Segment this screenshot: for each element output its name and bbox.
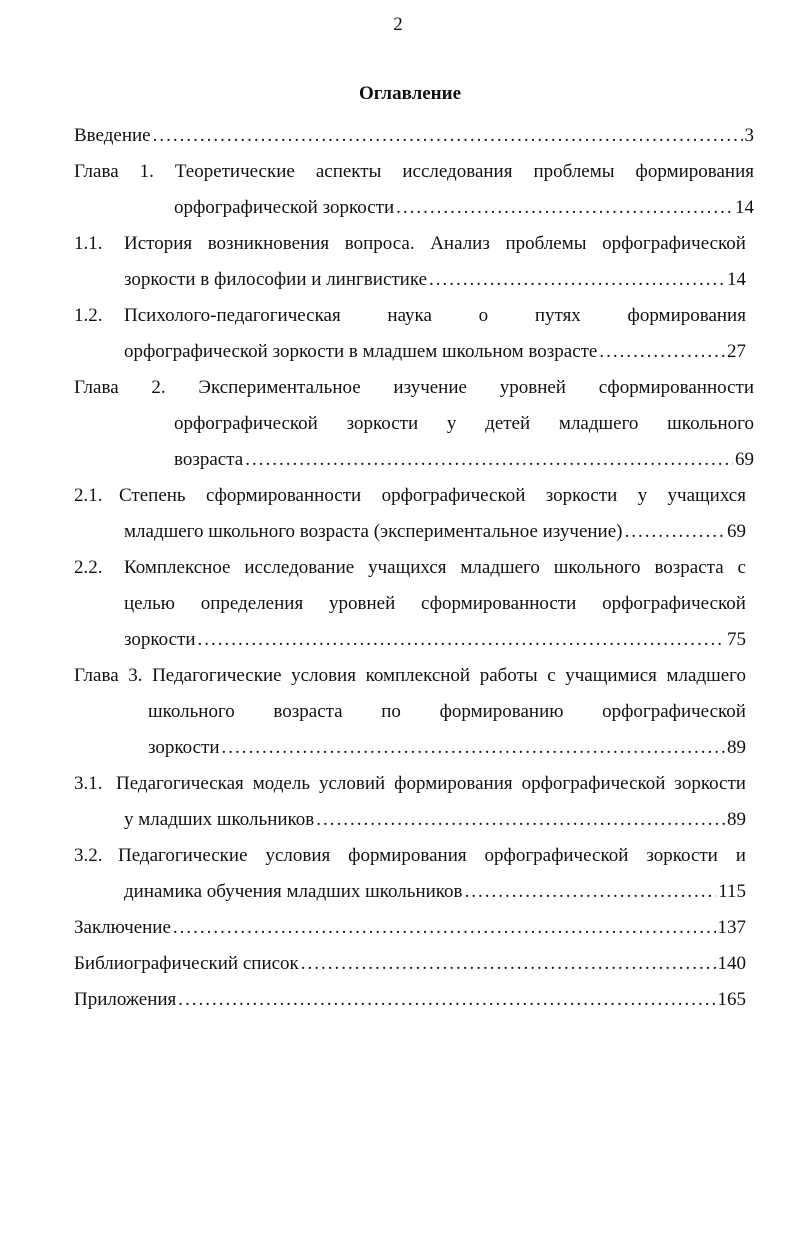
section-number: 3.2. (74, 845, 103, 866)
toc-entry-line (74, 658, 746, 694)
table-of-contents (74, 118, 754, 1018)
toc-entry-chapter-2[interactable] (74, 370, 754, 478)
toc-entry-line (124, 226, 746, 262)
toc-entry-chapter-1[interactable] (74, 154, 754, 226)
dot-leader (198, 622, 725, 658)
word: исследование (244, 557, 355, 578)
toc-page-ref: 69 (735, 449, 754, 470)
word: Психолого-педагогическая (124, 305, 341, 326)
word: с (737, 557, 746, 578)
dot-leader (222, 730, 725, 766)
word: вопроса. (344, 233, 415, 254)
word: зоркости (674, 773, 746, 794)
toc-entry-text: динамика обучения младших школьников (124, 881, 463, 902)
dot-leader (396, 190, 733, 226)
dot-leader (429, 262, 725, 298)
word: условия (291, 665, 356, 686)
word: целью (124, 593, 175, 614)
word: и (735, 845, 746, 866)
toc-title: Оглавление (358, 83, 462, 104)
toc-entry-text: у младших школьников (124, 809, 315, 830)
word: условий (318, 773, 386, 794)
word: Глава (74, 665, 119, 686)
word: орфографической (602, 233, 746, 254)
toc-entry-text: зоркости в философии и лингвистике (124, 269, 428, 290)
section-number: 2.1. (74, 485, 103, 506)
toc-entry-text: орфографической зоркости (174, 197, 395, 218)
word: учащимися (565, 665, 657, 686)
word: уровней (499, 377, 566, 398)
toc-entry-text: Заключение (74, 917, 171, 938)
toc-entry-section-1-2[interactable] (74, 298, 754, 370)
toc-entry-text: младшего школьного возраста (экспериментальное изучение) (124, 521, 623, 542)
word: 1. (139, 161, 154, 182)
toc-entry-line (124, 550, 746, 586)
word: 2. (151, 377, 166, 398)
word: учащихся (368, 557, 447, 578)
dot-leader (599, 334, 725, 370)
word: возраста (654, 557, 724, 578)
toc-page-ref: 137 (717, 917, 746, 938)
toc-entry-section-1-1[interactable] (74, 226, 754, 298)
toc-entry-text: Библиографический список (74, 953, 299, 974)
word: у (446, 413, 457, 434)
dot-leader (173, 910, 716, 946)
word: аспекты (315, 161, 382, 182)
toc-page-ref: 27 (727, 341, 746, 362)
toc-entry-conclusion[interactable] (74, 910, 746, 946)
toc-entry-line (74, 406, 754, 442)
toc-page-ref: 89 (727, 809, 746, 830)
word: орфографической (602, 593, 746, 614)
toc-entry-line (74, 694, 746, 730)
toc-page-ref: 115 (718, 881, 746, 902)
word: модель (252, 773, 310, 794)
word: Степень (119, 485, 186, 506)
dot-leader (153, 118, 743, 154)
word: 3. (128, 665, 143, 686)
section-number: 1.2. (74, 305, 103, 326)
word: формирования (348, 845, 467, 866)
toc-entry-bibliography[interactable] (74, 946, 746, 982)
word: формированию (439, 701, 564, 722)
word: Теоретические (174, 161, 295, 182)
word: младшего (460, 557, 540, 578)
word: орфографической (174, 413, 318, 434)
word: условия (265, 845, 331, 866)
dot-leader (625, 514, 726, 550)
word: школьного (553, 557, 641, 578)
word: наука (387, 305, 432, 326)
dot-leader (245, 442, 733, 478)
toc-page-ref: 3 (744, 125, 754, 146)
dot-leader (301, 946, 716, 982)
word: История (124, 233, 193, 254)
word: проблемы (533, 161, 615, 182)
word: у (637, 485, 648, 506)
toc-entry-line (124, 298, 746, 334)
word: формирования (635, 161, 754, 182)
word: путях (534, 305, 581, 326)
word: орфографической (521, 773, 666, 794)
toc-entry-line (118, 838, 746, 874)
page-number: 2 (393, 14, 403, 35)
word: формирования (627, 305, 746, 326)
word: по (381, 701, 401, 722)
toc-page-ref: 89 (727, 737, 746, 758)
word: зоркости (545, 485, 618, 506)
word: Педагогическая (116, 773, 244, 794)
section-number: 2.2. (74, 557, 103, 578)
word: учащихся (667, 485, 746, 506)
toc-page-ref: 140 (717, 953, 746, 974)
dot-leader (465, 874, 717, 910)
toc-entry-text: зоркости (148, 737, 220, 758)
toc-entry-section-2-1[interactable] (74, 478, 754, 550)
toc-entry-section-3-1[interactable] (74, 766, 754, 838)
word: комплексной (365, 665, 471, 686)
toc-page-ref: 165 (717, 989, 746, 1010)
toc-entry-appendix[interactable] (74, 982, 746, 1018)
word: Глава (74, 161, 119, 182)
word: сформированности (205, 485, 362, 506)
word: Педагогические (152, 665, 282, 686)
toc-entry-chapter-3[interactable] (74, 658, 754, 766)
dot-leader (178, 982, 715, 1018)
word: Педагогические (118, 845, 248, 866)
word: зоркости (346, 413, 419, 434)
word: возникновения (207, 233, 330, 254)
toc-entry-line (74, 154, 754, 190)
section-number: 1.1. (74, 233, 103, 254)
word: работы (479, 665, 538, 686)
word: орфографической (602, 701, 746, 722)
word: возраста (273, 701, 343, 722)
word: детей (485, 413, 531, 434)
word: проблемы (505, 233, 587, 254)
word: Комплексное (124, 557, 231, 578)
word: зоркости (646, 845, 718, 866)
toc-entry-text: зоркости (124, 629, 196, 650)
toc-entry-line (74, 370, 754, 406)
dot-leader (316, 802, 725, 838)
toc-page-ref: 14 (735, 197, 754, 218)
toc-page-ref: 69 (727, 521, 746, 542)
toc-page-ref: 75 (727, 629, 746, 650)
word: младшего (666, 665, 746, 686)
toc-entry-line (119, 478, 746, 514)
toc-entry-line (74, 586, 746, 622)
word: Экспериментальное (198, 377, 361, 398)
word: с (547, 665, 556, 686)
toc-entry-text: Приложения (74, 989, 177, 1010)
word: определения (200, 593, 304, 614)
word: школьного (148, 701, 235, 722)
toc-entry-intro[interactable] (74, 118, 754, 154)
word: о (478, 305, 489, 326)
word: младшего (558, 413, 639, 434)
word: орфографической (484, 845, 629, 866)
word: формирования (394, 773, 513, 794)
toc-entry-section-2-2[interactable] (74, 550, 754, 658)
word: уровней (329, 593, 396, 614)
toc-entry-text: Введение (74, 125, 151, 146)
word: орфографической (381, 485, 526, 506)
toc-page-ref: 14 (727, 269, 746, 290)
toc-entry-section-3-2[interactable] (74, 838, 754, 910)
section-number: 3.1. (74, 773, 103, 794)
word: исследования (402, 161, 513, 182)
word: школьного (667, 413, 754, 434)
word: сформированности (421, 593, 577, 614)
word: изучение (393, 377, 467, 398)
toc-entry-text: возраста (174, 449, 244, 470)
word: Анализ (430, 233, 490, 254)
toc-entry-line (116, 766, 746, 802)
word: сформированности (598, 377, 754, 398)
toc-entry-text: орфографической зоркости в младшем школьном возрасте (124, 341, 598, 362)
word: Глава (74, 377, 119, 398)
